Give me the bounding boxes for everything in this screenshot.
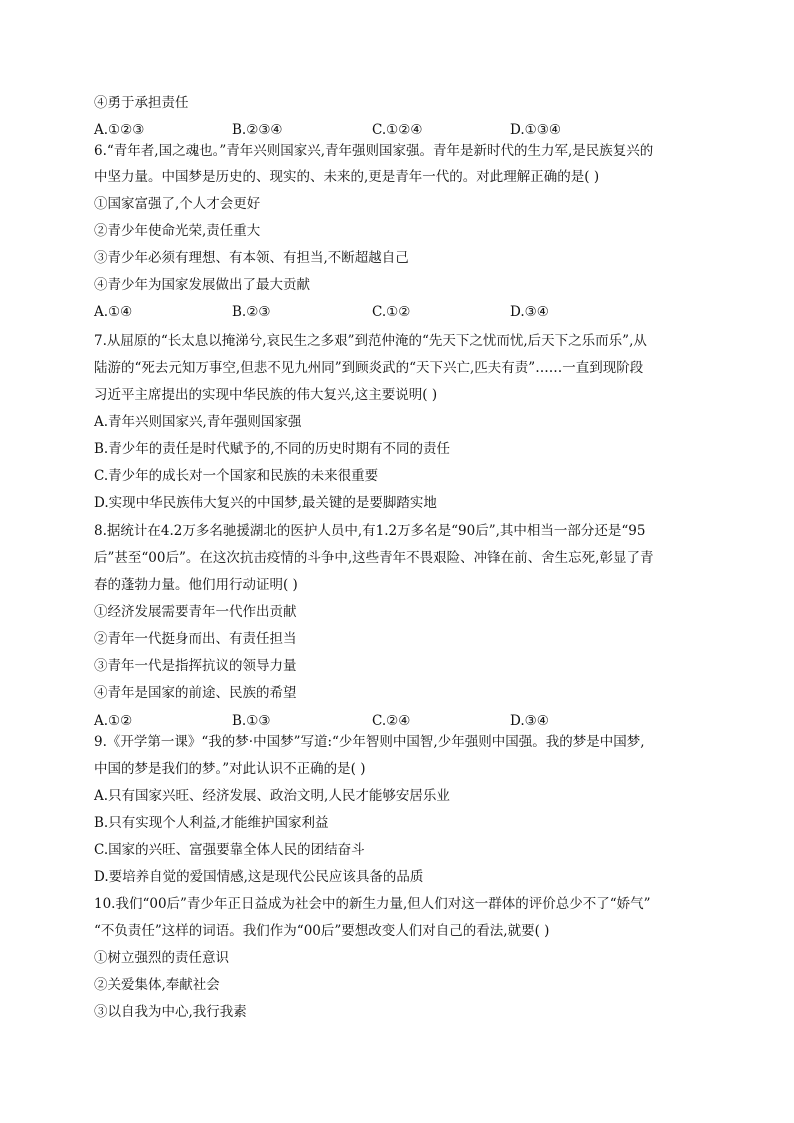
q8-option-b: B.①③ bbox=[232, 713, 271, 729]
q9-stem-line-1: 9.《开学第一课》“我的梦·中国梦”写道:“少年智则中国智,少年强则中国强。我的梦是中国梦, bbox=[94, 734, 645, 750]
q8-option-c: C.②④ bbox=[372, 713, 411, 729]
q5-options bbox=[94, 120, 714, 140]
q6-option-b: B.②③ bbox=[232, 304, 271, 320]
q8-statement-2: ②青年一代挺身而出、有责任担当 bbox=[94, 631, 297, 647]
q8-statement-4: ④青年是国家的前途、民族的希望 bbox=[94, 685, 297, 701]
q5-option-c: C.①②④ bbox=[372, 122, 423, 138]
q7-choice-c: C.青少年的成长对一个国家和民族的未来很重要 bbox=[94, 468, 379, 484]
q10-statement-3: ③以自我为中心,我行我素 bbox=[94, 1004, 247, 1020]
q6-statement-1: ①国家富强了,个人才会更好 bbox=[94, 196, 261, 212]
q6-stem-line-1: 6.“青年者,国之魂也。”青年兴则国家兴,青年强则国家强。青年是新时代的生力军,是民族复兴的 bbox=[94, 143, 654, 159]
q8-statement-1: ①经济发展需要青年一代作出贡献 bbox=[94, 604, 297, 620]
q7-stem-line-1: 7.从屈原的“长太息以掩涕兮,哀民生之多艰”到范仲淹的“先天下之忧而忧,后天下之乐而乐”,从 bbox=[94, 333, 647, 349]
q9-choice-d: D.要培养自觉的爱国情感,这是现代公民应该具备的品质 bbox=[94, 869, 424, 885]
q7-choice-d: D.实现中华民族伟大复兴的中国梦,最关键的是要脚踏实地 bbox=[94, 495, 437, 511]
q8-stem-line-2: 后”甚至“00后”。在这次抗击疫情的斗争中,这些青年不畏艰险、冲锋在前、舍生忘死,彰显了青 bbox=[94, 550, 654, 566]
q9-stem-line-2: 中国的梦是我们的梦。”对此认识不正确的是( ) bbox=[94, 761, 366, 777]
q7-choice-b: B.青少年的责任是时代赋予的,不同的历史时期有不同的责任 bbox=[94, 441, 451, 457]
q10-statement-1: ①树立强烈的责任意识 bbox=[94, 950, 229, 966]
q8-options bbox=[94, 711, 714, 731]
q7-stem-line-3: 习近平主席提出的实现中华民族的伟大复兴,这主要说明( ) bbox=[94, 387, 438, 403]
q8-stem-line-1: 8.据统计在4.2万多名驰援湖北的医护人员中,有1.2万多名是“90后”,其中相当一部分还是“95 bbox=[94, 523, 646, 539]
q6-option-d: D.③④ bbox=[510, 304, 549, 320]
q5-option-b: B.②③④ bbox=[232, 122, 283, 138]
q8-option-a: A.①② bbox=[94, 713, 133, 729]
q6-statement-3: ③青少年必须有理想、有本领、有担当,不断超越自己 bbox=[94, 250, 409, 266]
q9-choice-a: A.只有国家兴旺、经济发展、政治文明,人民才能够安居乐业 bbox=[94, 788, 450, 804]
q8-statement-3: ③青年一代是指挥抗议的领导力量 bbox=[94, 658, 297, 674]
q6-options bbox=[94, 302, 714, 322]
q10-statement-2: ②关爱集体,奉献社会 bbox=[94, 977, 220, 993]
q8-option-d: D.③④ bbox=[510, 713, 549, 729]
q5-statement-4: ④勇于承担责任 bbox=[94, 95, 189, 111]
q6-option-c: C.①② bbox=[372, 304, 411, 320]
q6-option-a: A.①④ bbox=[94, 304, 133, 320]
q8-stem-line-3: 春的蓬勃力量。他们用行动证明( ) bbox=[94, 577, 298, 593]
q10-stem-line-1: 10.我们“00后”青少年正日益成为社会中的新生力量,但人们对这一群体的评价总少不了“娇气” bbox=[94, 896, 651, 912]
q6-stem-line-2: 中坚力量。中国梦是历史的、现实的、未来的,更是青年一代的。对此理解正确的是( ) bbox=[94, 169, 600, 185]
q6-statement-2: ②青少年使命光荣,责任重大 bbox=[94, 223, 261, 239]
q5-option-d: D.①③④ bbox=[510, 122, 561, 138]
q7-choice-a: A.青年兴则国家兴,青年强则国家强 bbox=[94, 414, 302, 430]
q10-stem-line-2: “不负责任”这样的词语。我们作为“00后”要想改变人们对自己的看法,就要( ) bbox=[94, 923, 550, 939]
q7-stem-line-2: 陆游的“死去元知万事空,但悲不见九州同”到顾炎武的“天下兴亡,匹夫有责”……一直到现阶段 bbox=[94, 360, 644, 376]
q9-choice-c: C.国家的兴旺、富强要靠全体人民的团结奋斗 bbox=[94, 842, 365, 858]
q6-statement-4: ④青少年为国家发展做出了最大贡献 bbox=[94, 277, 310, 293]
q5-option-a: A.①②③ bbox=[94, 122, 145, 138]
q9-choice-b: B.只有实现个人利益,才能维护国家利益 bbox=[94, 815, 329, 831]
